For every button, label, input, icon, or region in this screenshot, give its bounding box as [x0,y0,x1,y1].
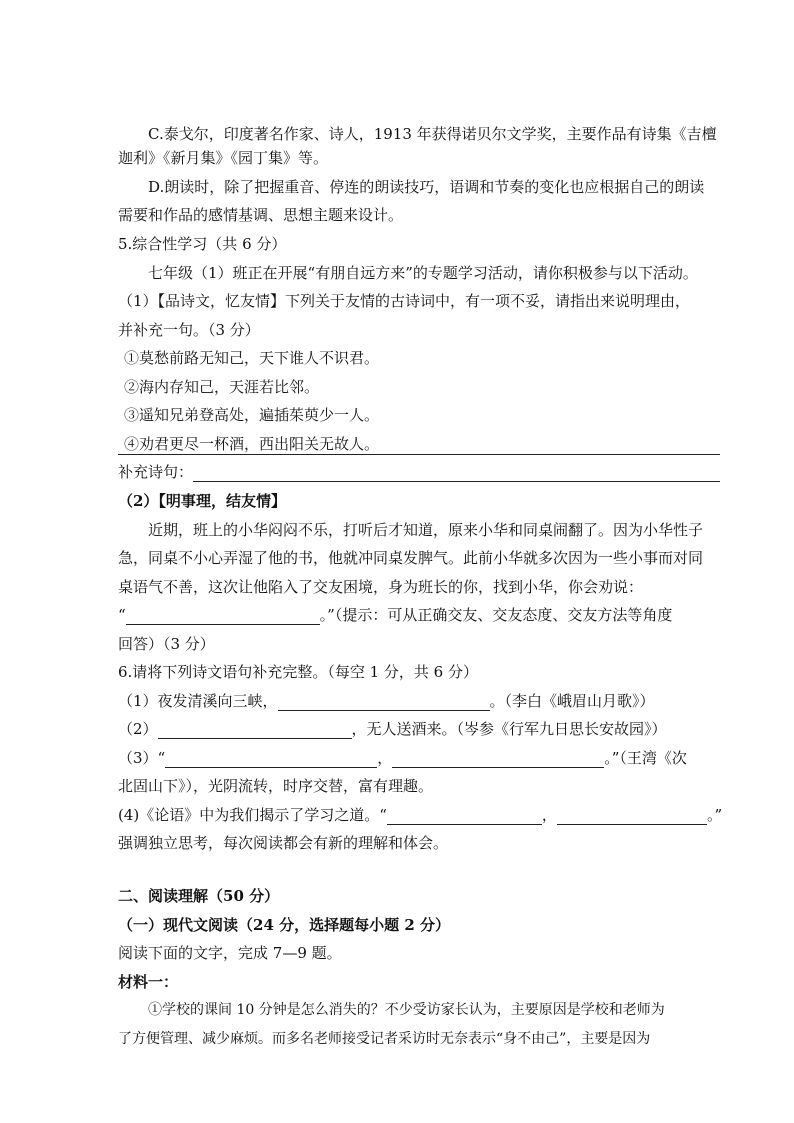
q6-item3-line2: 北固山下》），光阴流转，时序交替，富有理趣。 [118,777,434,795]
item4-mid: ， [541,806,557,824]
item1-blank[interactable] [278,696,490,711]
story-line1: 近期，班上的小华闷闷不乐，打听后才知道，原来小华和同桌闹翻了。因为小华性子 [148,521,704,539]
story-line2: 急，同桌不小心弄湿了他的书，他就冲同桌发脾气。此前小华就多次因为一些小事而对同 [118,549,704,567]
q5-sub2-heading: （2）【明事理，结友情】 [118,492,286,510]
q6-item3 [118,748,687,768]
q5-sub1-line2: 并补充一句。（3 分） [118,321,260,339]
supplement-label: 补充诗句： [118,463,194,481]
item3-blank-1[interactable] [165,753,377,768]
item4-post: 。” [706,806,723,824]
material-label: 材料一： [118,973,179,991]
q5-sub1-line1: （1）【品诗文，忆友情】下列关于友情的古诗词中，有一项不妥，请指出来说明理由， [118,292,691,310]
item1-post: 。（李白《峨眉山月歌》） [489,692,655,710]
quote-row [118,605,672,625]
poem-2: ②海内存知己，天涯若比邻。 [124,378,320,396]
option-d-line2: 需要和作品的感情基调、思想主题来设计。 [118,206,404,224]
item3-blank-2[interactable] [392,753,604,768]
option-d-line1: D.朗读时，除了把握重音、停连的朗读技巧，语调和节奏的变化也应根据自己的朗读 [148,178,705,196]
answer-line[interactable] [118,454,720,455]
option-c-line2: 迦利》《新月集》《园丁集》等。 [118,149,329,167]
q6-heading: 6.请将下列诗文语句补充完整。（每空 1 分，共 6 分） [118,663,478,681]
para-line2: 了方便管理、减少麻烦。而多名老师接受记者采访时无奈表示“身不由己”，主要是因为 [118,1031,651,1047]
quote-close: 。”（提示：可从正确交友、交友态度、交友方法等角度 [319,606,673,624]
item2-blank[interactable] [158,724,352,739]
poem-4: ④劝君更尽一杯酒，西出阳关无故人。 [124,435,380,453]
section2-heading: 二、阅读理解（50 分） [118,887,280,905]
item2-pre: （2） [118,720,158,738]
poem-1: ①莫愁前路无知己，天下谁人不识君。 [124,349,380,367]
option-c-line1: C.泰戈尔，印度著名作家、诗人，1913 年获得诺贝尔文学奖，主要作品有诗集《吉檀 [148,125,717,143]
item3-post: 。”（王湾《次 [604,749,687,767]
item4-blank-1[interactable] [387,810,542,825]
story-line3: 桌语气不善，这次让他陷入了交友困境，身为班长的你，找到小华，你会劝说： [118,578,644,596]
para-line1: ①学校的课间 10 分钟是怎么消失的？不少受访家长认为，主要原因是学校和老师为 [148,1002,665,1018]
supplement-blank[interactable] [193,467,720,482]
poem-3: ③遥知兄弟登高处，遍插茱萸少一人。 [124,406,380,424]
item2-post: ，无人送酒来。（岑参《行军九日思长安故园》） [351,720,667,738]
answer-end: 回答）（3 分） [118,635,215,653]
item4-blank-2[interactable] [557,810,707,825]
quote-open: “ [118,606,126,624]
q6-item4 [118,805,722,825]
item1-pre: （1）夜发清溪向三峡， [118,692,278,710]
q6-item2 [118,719,667,739]
q5-heading: 5.综合性学习（共 6 分） [118,235,287,253]
q5-intro: 七年级（1）班正在开展“有朋自远方来”的专题学习活动，请你积极参与以下活动。 [148,264,698,282]
item3-pre: （3）“ [118,749,166,767]
advice-blank[interactable] [126,610,320,625]
q6-item1 [118,691,655,711]
item4-pre: (4)《论语》中为我们揭示了学习之道。“ [118,806,387,824]
item3-mid: ， [377,749,393,767]
supplement-row [118,462,720,482]
q6-item4-line2: 强调独立思考，每次阅读都会有新的理解和体会。 [118,834,449,852]
section2-instruction: 阅读下面的文字，完成 7—9 题。 [118,944,342,962]
section2-sub-heading: （一）现代文阅读（24 分，选择题每小题 2 分） [118,916,450,934]
